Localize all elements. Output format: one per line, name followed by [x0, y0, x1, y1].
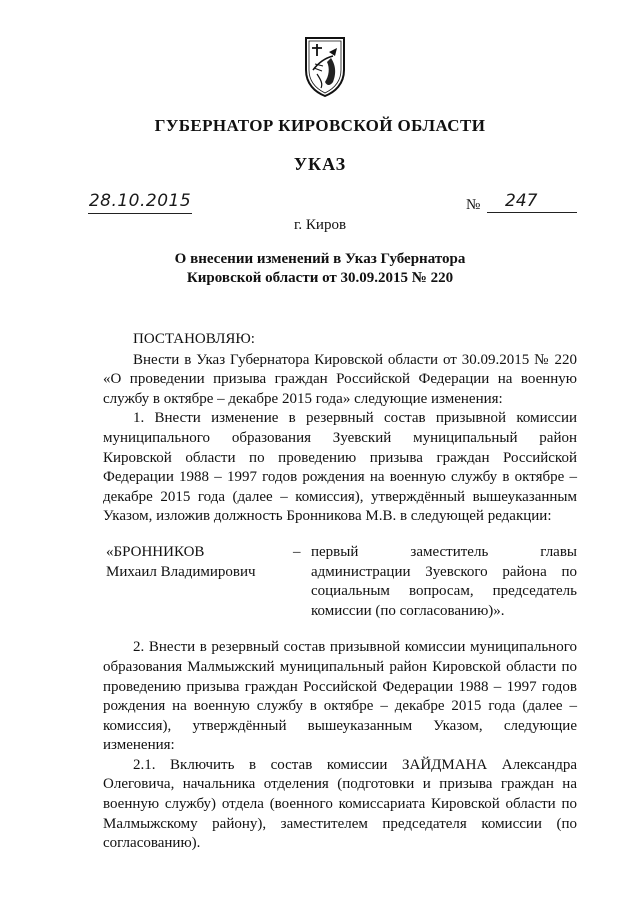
- person-given-name: Михаил Владимирович: [106, 563, 256, 580]
- item-1-paragraph: 1. Внести изменение в резервный состав призывной комиссии муниципального образования Зуевский муниципальный район Кировской области по проведению призыва граждан Российской Федерации 1988 – 1997 годов рождения на военную службу в октябре – декабре 2015 года (далее – комиссия), утверждённый вышеуказанным Указом, изложив должность Бронникова М.В. в следующей редакции:: [103, 410, 577, 525]
- intro-paragraph: Внести в Указ Губернатора Кировской области от 30.09.2015 № 220 «О проведении призыва граждан Российской Федерации на военную службу в октябре – декабре 2015 года» следующие изменения:: [103, 351, 577, 407]
- decree-date: 28.10.2015: [88, 191, 192, 214]
- decree-body: [103, 330, 577, 854]
- item-2-paragraph: 2. Внести в резервный состав призывной комиссии муниципального образования Малмыжский муниципальный район Кировской области по проведению призыва граждан Российской Федерации 1988 – 1997 годов рождения на военную службу в октябре – декабре 2015 года (далее – комиссия), утверждённый вышеуказанным Указом, следующие изменения:: [103, 639, 577, 754]
- decree-word: ПОСТАНОВЛЯЮ:: [133, 331, 255, 347]
- person-dash: –: [293, 543, 301, 560]
- decree-number: 247: [487, 191, 577, 213]
- kirov-coat-of-arms-icon: [303, 36, 347, 98]
- person-surname: «БРОННИКОВ: [106, 543, 205, 560]
- item-2-1-paragraph: 2.1. Включить в состав комиссии ЗАЙДМАНА Александра Олеговича, начальника отделения (подготовки и призыва граждан на военную службу) отдела (военного комиссариата Кировской области по Малмыжскому району), заместителем председателя комиссии (по согласованию).: [103, 756, 577, 852]
- subject-line-1: О внесении изменений в Указ Губернатора: [174, 251, 466, 267]
- subject-line-2: Кировской области от 30.09.2015 № 220: [186, 270, 454, 286]
- document-type: УКАЗ: [293, 154, 347, 174]
- authority-title: ГУБЕРНАТОР КИРОВСКОЙ ОБЛАСТИ: [154, 116, 486, 135]
- person-block: [103, 543, 577, 621]
- city: г. Киров: [293, 217, 347, 233]
- person-name: [103, 543, 293, 621]
- person-position: первый заместитель главы администрации Зуевского района по социальным вопросам, председатель комиссии (по согласованию)».: [311, 543, 577, 619]
- decree-subject: [150, 250, 490, 288]
- number-label: №: [466, 197, 481, 213]
